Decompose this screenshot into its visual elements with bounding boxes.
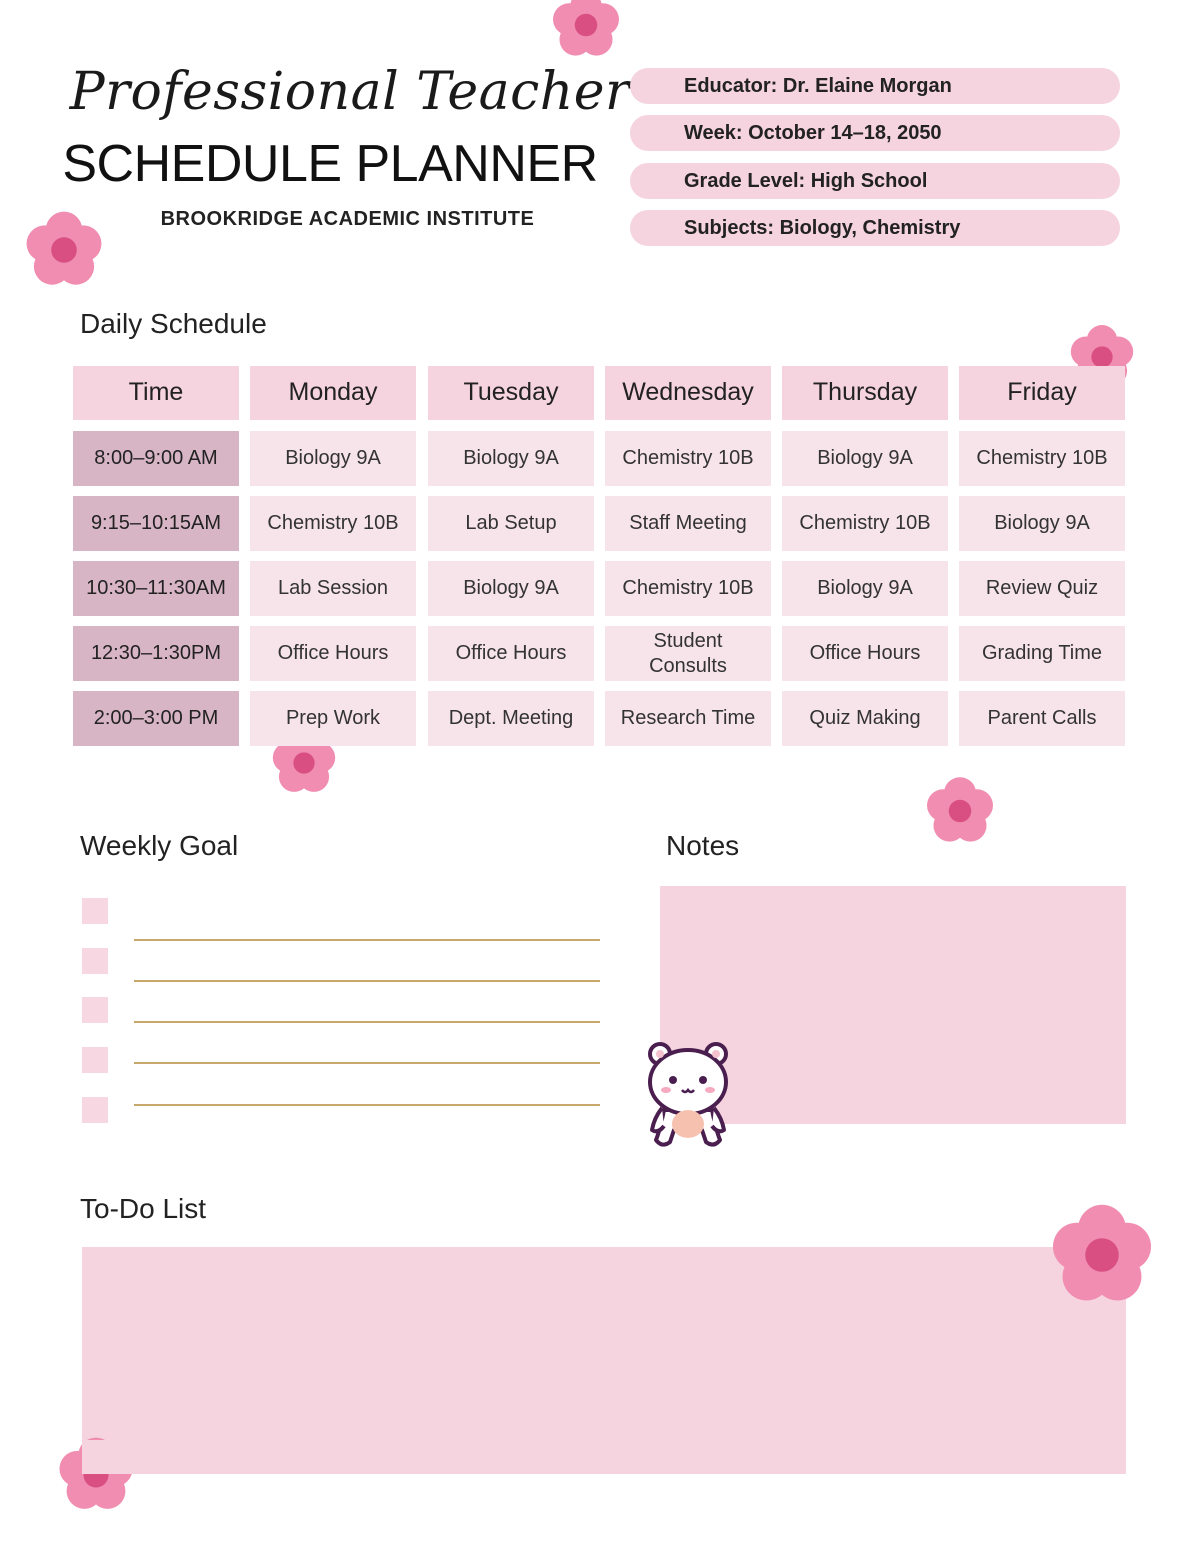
schedule-cell: Biology 9A xyxy=(959,496,1125,551)
schedule-time-cell: 8:00–9:00 AM xyxy=(73,431,239,486)
institute-name: BROOKRIDGE ACADEMIC INSTITUTE xyxy=(160,208,535,230)
bear-mascot-icon xyxy=(640,1038,736,1154)
schedule-time-cell: 9:15–10:15AM xyxy=(73,496,239,551)
schedule-cell: Chemistry 10B xyxy=(605,431,771,486)
schedule-cell: Staff Meeting xyxy=(605,496,771,551)
schedule-cell: Parent Calls xyxy=(959,691,1125,746)
goal-checkbox[interactable] xyxy=(82,948,108,974)
schedule-cell: Chemistry 10B xyxy=(782,496,948,551)
schedule-cell: Dept. Meeting xyxy=(428,691,594,746)
flower-icon xyxy=(540,0,632,62)
schedule-cell: Biology 9A xyxy=(428,431,594,486)
schedule-cell: Chemistry 10B xyxy=(605,561,771,616)
script-title: Professional Teacher xyxy=(69,62,631,122)
schedule-cell: Research Time xyxy=(605,691,771,746)
schedule-cell: Grading Time xyxy=(959,626,1125,681)
schedule-header-cell: Tuesday xyxy=(428,366,594,420)
schedule-cell: Prep Work xyxy=(250,691,416,746)
schedule-cell: Lab Setup xyxy=(428,496,594,551)
schedule-time-cell: 12:30–1:30PM xyxy=(73,626,239,681)
schedule-cell: Biology 9A xyxy=(782,431,948,486)
schedule-cell: Chemistry 10B xyxy=(959,431,1125,486)
schedule-time-cell: 10:30–11:30AM xyxy=(73,561,239,616)
goal-line[interactable] xyxy=(134,1021,600,1023)
schedule-time-cell: 2:00–3:00 PM xyxy=(73,691,239,746)
schedule-header-cell: Friday xyxy=(959,366,1125,420)
goal-checkbox[interactable] xyxy=(82,997,108,1023)
week-pill: Week: October 14–18, 2050 xyxy=(630,115,1120,151)
goal-line[interactable] xyxy=(134,939,600,941)
goal-line[interactable] xyxy=(134,1062,600,1064)
todo-area-corner xyxy=(82,1440,140,1474)
flower-icon xyxy=(918,774,1002,848)
schedule-cell: Office Hours xyxy=(782,626,948,681)
todo-area[interactable] xyxy=(82,1247,1126,1474)
schedule-cell: Chemistry 10B xyxy=(250,496,416,551)
weekly-goal-title: Weekly Goal xyxy=(80,830,239,861)
goal-line[interactable] xyxy=(134,1104,600,1106)
schedule-header-cell: Wednesday xyxy=(605,366,771,420)
goal-checkbox[interactable] xyxy=(82,1047,108,1073)
notes-title: Notes xyxy=(666,830,740,861)
schedule-cell: Biology 9A xyxy=(250,431,416,486)
goal-line[interactable] xyxy=(134,980,600,982)
schedule-cell: Office Hours xyxy=(250,626,416,681)
subjects-pill: Subjects: Biology, Chemistry xyxy=(630,210,1120,246)
goal-checkbox[interactable] xyxy=(82,898,108,924)
page-title: SCHEDULE PLANNER xyxy=(62,135,598,193)
schedule-header-cell: Time xyxy=(73,366,239,420)
todo-title: To-Do List xyxy=(80,1193,207,1224)
schedule-cell: Biology 9A xyxy=(428,561,594,616)
goal-checkbox[interactable] xyxy=(82,1097,108,1123)
schedule-cell: Office Hours xyxy=(428,626,594,681)
schedule-header-cell: Monday xyxy=(250,366,416,420)
flower-icon xyxy=(1040,1200,1164,1310)
schedule-header-cell: Thursday xyxy=(782,366,948,420)
schedule-cell: Student Consults xyxy=(605,626,771,681)
schedule-cell: Biology 9A xyxy=(782,561,948,616)
schedule-cell: Review Quiz xyxy=(959,561,1125,616)
schedule-cell: Lab Session xyxy=(250,561,416,616)
grade-pill: Grade Level: High School xyxy=(630,163,1120,199)
schedule-cell: Quiz Making xyxy=(782,691,948,746)
educator-pill: Educator: Dr. Elaine Morgan xyxy=(630,68,1120,104)
daily-schedule-title: Daily Schedule xyxy=(80,308,267,339)
